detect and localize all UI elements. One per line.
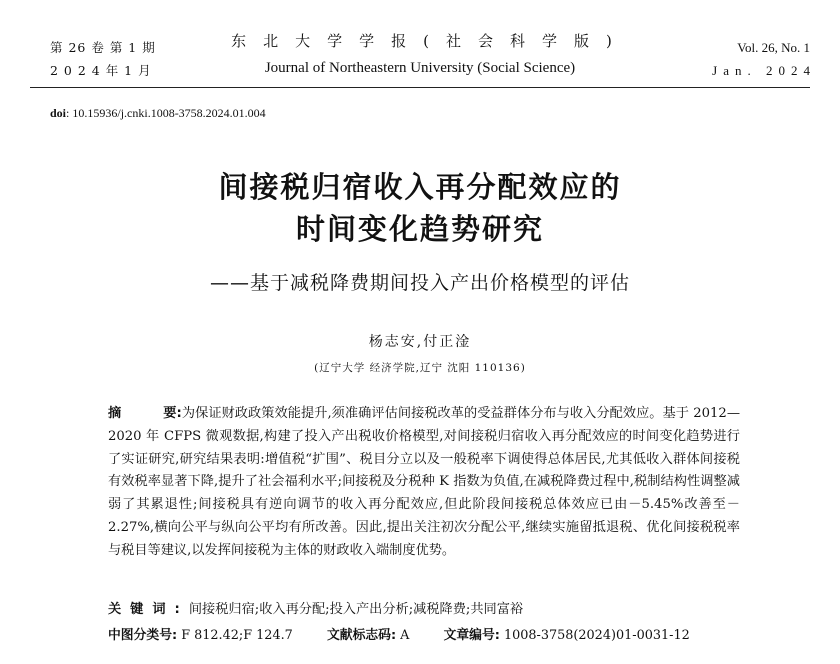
clc-value: F 812.42;F 124.7 (181, 628, 293, 643)
header-center (30, 30, 810, 80)
paper-subtitle: ——基于减税降费期间投入产出价格模型的评估 (209, 272, 630, 294)
authors: 杨志安,付正淦 (368, 334, 472, 350)
journal-header (30, 30, 816, 82)
title-line-2: 时间变化趋势研究 (295, 212, 544, 246)
classification-row (108, 624, 690, 643)
volume-cn: 第 26 卷 第 1 期 (50, 40, 156, 55)
affiliation: (辽宁大学 经济学院,辽宁 沈阳 110136) (314, 362, 526, 374)
volume-en: Vol. 26, No. 1 (737, 40, 810, 55)
date-en: Jan. 2024 (712, 63, 816, 78)
abstract-label (108, 406, 182, 421)
article-number-value: 1008-3758(2024)01-0031-12 (503, 628, 690, 643)
doi-label: doi (50, 106, 67, 120)
keywords-text: 间接税归宿;收入再分配;投入产出分析;减税降费;共同富裕 (188, 602, 524, 617)
doi-value[interactable]: 10.15936/j.cnki.1008-3758.2024.01.004 (72, 106, 266, 120)
keywords-label: 关键词: (108, 602, 189, 617)
journal-name-cn: 东北大学学报(社会科学版) (231, 32, 629, 50)
paper-title (0, 166, 840, 250)
doi-line: doi: 10.15936/j.cnki.1008-3758.2024.01.004 (50, 106, 266, 120)
journal-name-en: Journal of Northeastern University (Social Science) (264, 60, 576, 76)
abstract-label-1: 摘 (108, 406, 122, 421)
keywords (108, 598, 768, 617)
doc-code-label: 文献标志码: (326, 628, 397, 643)
abstract-label-2: 要: (163, 406, 182, 421)
header-right (712, 36, 816, 82)
title-line-1: 间接税归宿收入再分配效应的 (218, 170, 622, 204)
clc-label: 中图分类号: (108, 628, 178, 643)
header-rule (30, 87, 810, 88)
date-cn: 2 0 2 4 年 1 月 (50, 63, 152, 78)
article-number-label: 文章编号: (443, 628, 500, 643)
abstract-text: 为保证财政政策效能提升,须准确评估间接税改革的受益群体分布与收入分配效应。基于 2012—2020 年 CFPS 微观数据,构建了投入产出税收价格模型,对间接税归宿收入再分配效应的时间变化趋势进行了实证研究,研究结果表明:增值税“扩围”、税目分立以及一般税率下调使得总体居民,尤其低收入群体间接税有效税率显著下降,提升了社会福利水平;间接税及分税种 K 指数为负值,在减税降费过程中,税制结构性调整减弱了其累退性;间接税具有逆向调节的收入再分配效应,但此阶段间接税总体效应已由－5.45%改善至－2.27%,横向公平与纵向公平均有所改善。因此,提出关注初次分配公平,继续实施留抵退税、优化间接税税率与税目等建议,以发挥间接税为主体的财政收入端制度优势。 (108, 406, 741, 558)
abstract (108, 403, 740, 563)
doc-code-value: A (400, 628, 410, 643)
